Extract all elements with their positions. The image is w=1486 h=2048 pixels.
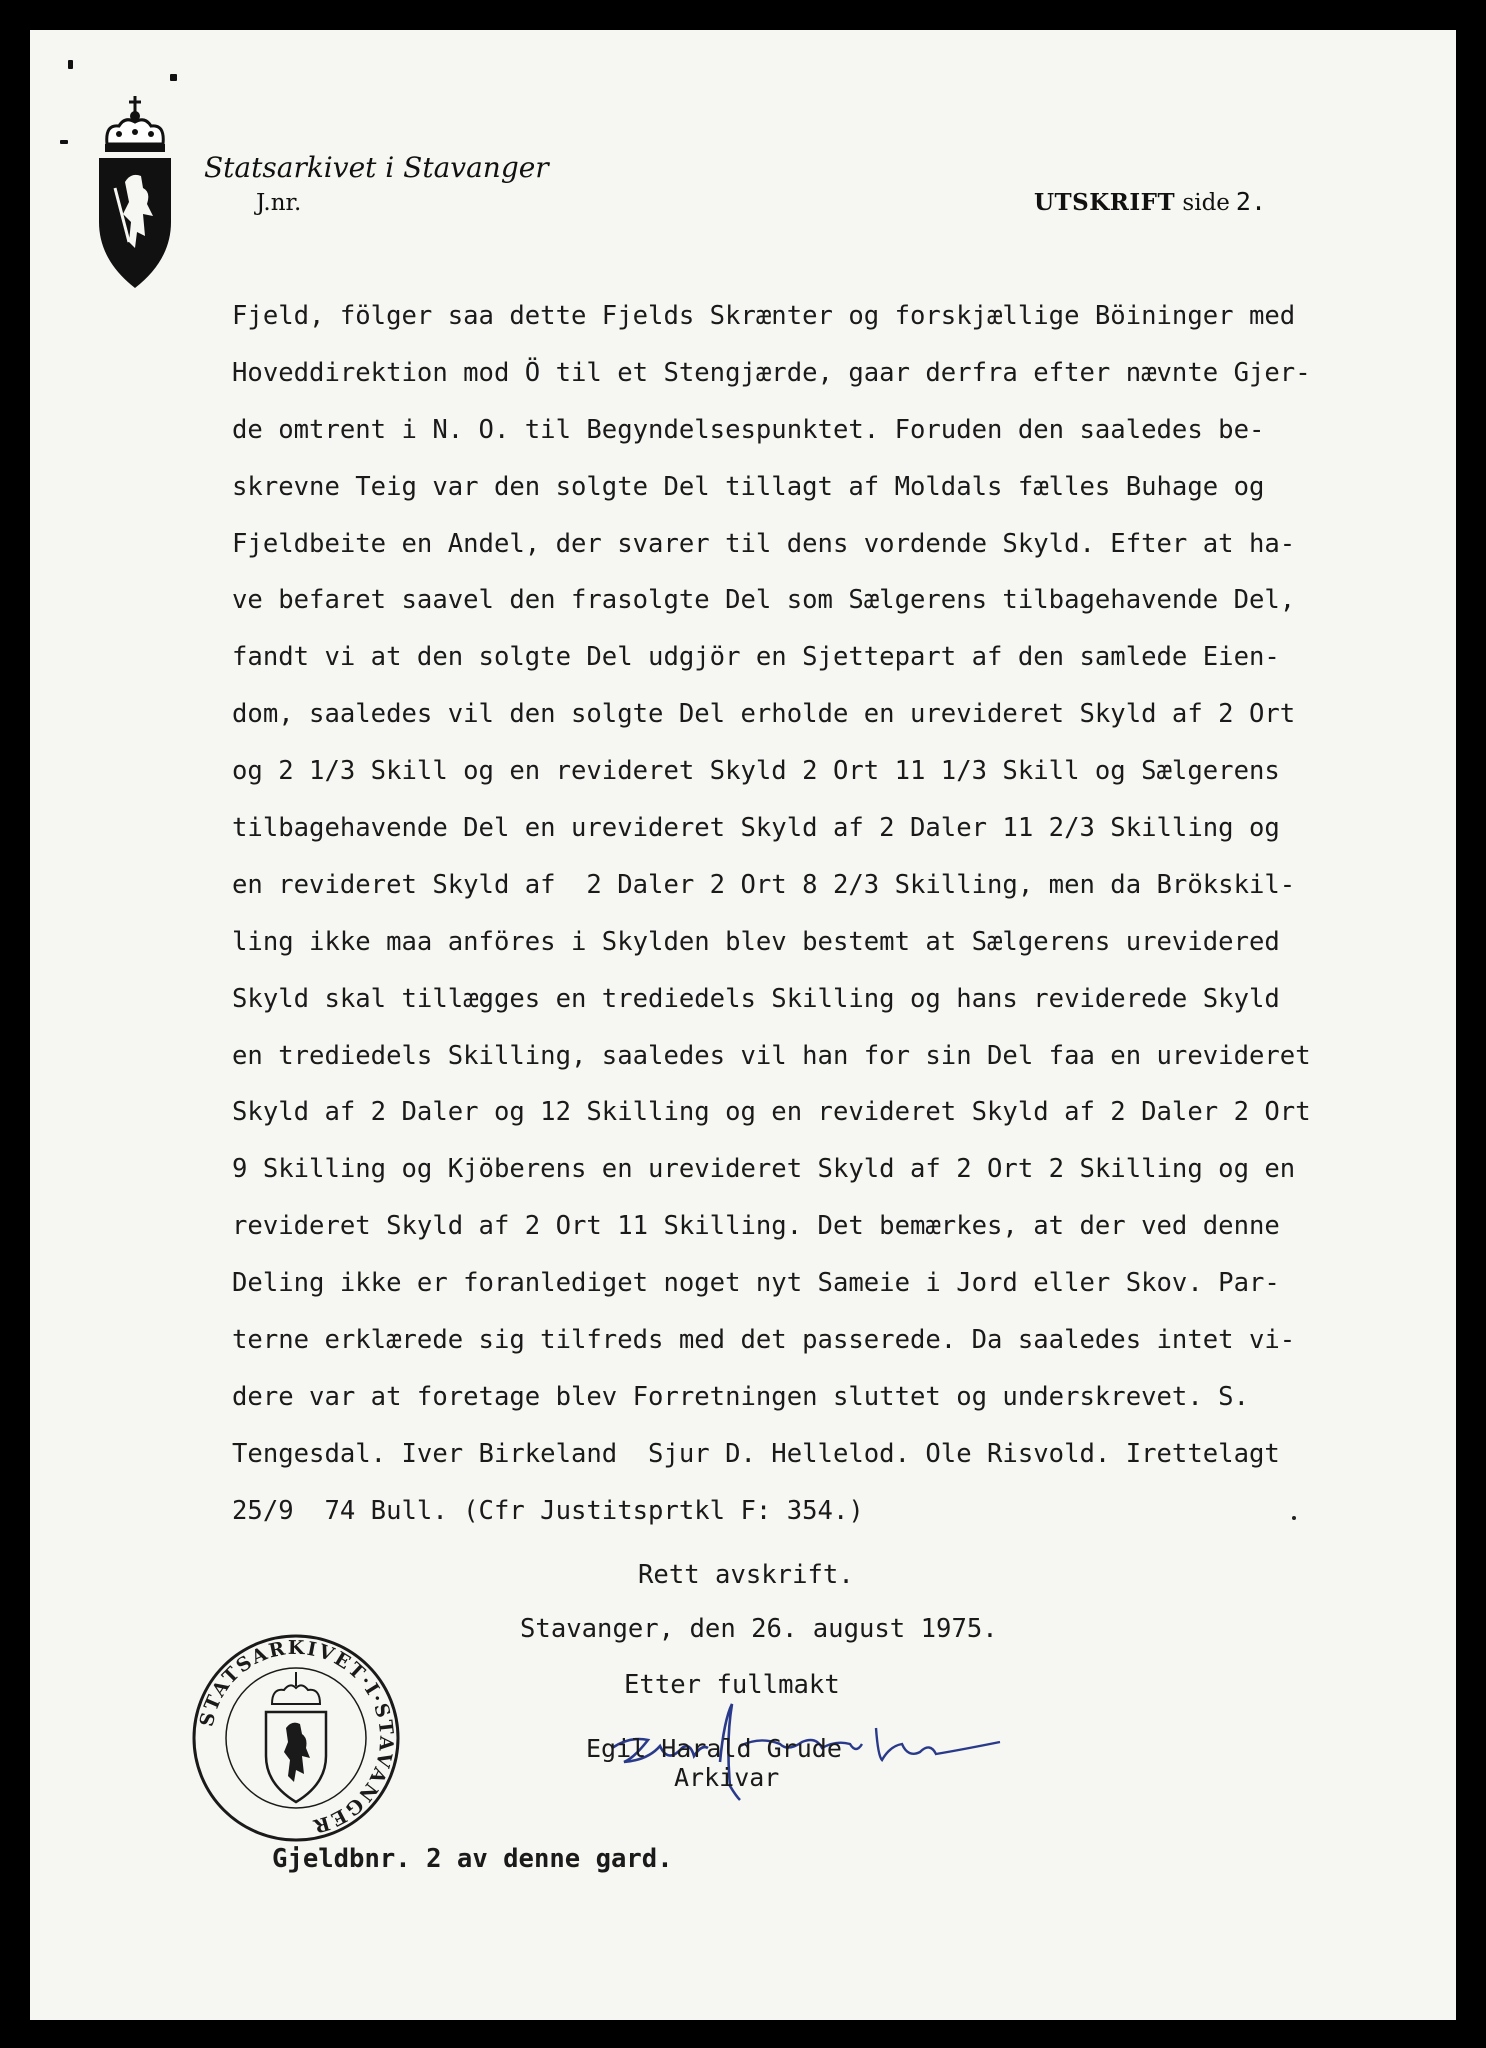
text-line: fandt vi at den solgte Del udgjör en Sjettepart af den samlede Eien-: [232, 642, 1280, 673]
text-line: dom, saaledes vil den solgte Del erholde en urevideret Skyld af 2 Ort: [232, 699, 1296, 730]
archive-name: Statsarkivet i Stavanger: [204, 151, 549, 184]
etter-fullmakt: Etter fullmakt: [624, 1670, 840, 1700]
utskrift-label: UTSKRIFT: [1034, 189, 1176, 216]
side-label: side: [1182, 190, 1230, 216]
text-line: skrevne Teig var den solgte Del tillagt af Moldals fælles Buhage og: [232, 471, 1265, 502]
signer-title: Arkivar: [674, 1763, 780, 1792]
journal-number-label: J.nr.: [256, 190, 302, 216]
text-line: Tengesdal. Iver Birkeland Sjur D. Hellelod. Ole Risvold. Irettelagt: [232, 1438, 1280, 1469]
signer-name: Egil Harald Grude: [586, 1734, 842, 1763]
seal-text: STATSARKIVET·I·STAVANGER: [195, 1636, 398, 1838]
text-line: ling ikke maa anföres i Skylden blev bestemt at Sælgerens urevidered: [232, 926, 1280, 957]
ink-dot: [1292, 1516, 1296, 1520]
rett-avskrift: Rett avskrift.: [638, 1560, 854, 1590]
text-line: Deling ikke er foranlediget noget nyt Sameie i Jord eller Skov. Par-: [232, 1268, 1280, 1299]
text-line: Fjeld, fölger saa dette Fjelds Skrænter og forskjællige Böininger med: [232, 301, 1296, 331]
text-line: en trediedels Skilling, saaledes vil han for sin Del faa en urevideret: [232, 1040, 1311, 1071]
place-date: Stavanger, den 26. august 1975.: [520, 1614, 998, 1644]
text-line: 9 Skilling og Kjöberens en urevideret Skyld af 2 Ort 2 Skilling og en: [232, 1154, 1296, 1185]
document-page: [30, 30, 1456, 2020]
text-line: revideret Skyld af 2 Ort 11 Skilling. Det bemærkes, at der ved denne: [232, 1211, 1280, 1242]
archive-seal-icon: [190, 1632, 402, 1844]
utskrift-heading: [1034, 187, 1266, 216]
page-number: 2.: [1235, 187, 1267, 216]
text-line: terne erklærede sig tilfreds med det passerede. Da saaledes intet vi-: [232, 1325, 1296, 1356]
text-line: tilbagehavende Del en urevideret Skyld af 2 Daler 11 2/3 Skilling og: [232, 813, 1280, 844]
text-line: Fjeldbeite en Andel, der svarer til dens vordende Skyld. Efter at ha-: [232, 528, 1296, 559]
coat-of-arms-icon: [85, 92, 185, 292]
text-line: og 2 1/3 Skill og en revideret Skyld 2 Ort 11 1/3 Skill og Sælgerens: [232, 756, 1280, 787]
body-text: [232, 288, 1311, 1540]
text-line: Hoveddirektion mod Ö til et Stengjærde, gaar derfra efter nævnte Gjer-: [232, 357, 1311, 388]
text-line: Skyld skal tillægges en trediedels Skilling og hans reviderede Skyld: [232, 983, 1280, 1014]
text-line: en revideret Skyld af 2 Daler 2 Ort 8 2/3 Skilling, men da Brökskil-: [232, 869, 1296, 900]
text-line: ve befaret saavel den frasolgte Del som Sælgerens tilbagehavende Del,: [232, 585, 1296, 616]
text-line: 25/9 74 Bull. (Cfr Justitsprtkl F: 354.): [232, 1495, 864, 1526]
text-line: dere var at foretage blev Forretningen sluttet og underskrevet. S.: [232, 1381, 1249, 1412]
text-line: de omtrent i N. O. til Begyndelsespunktet. Foruden den saaledes be-: [232, 414, 1265, 445]
text-line: Skyld af 2 Daler og 12 Skilling og en revideret Skyld af 2 Daler 2 Ort: [232, 1097, 1311, 1128]
footer-note: Gjeldbnr. 2 av denne gard.: [272, 1844, 673, 1874]
